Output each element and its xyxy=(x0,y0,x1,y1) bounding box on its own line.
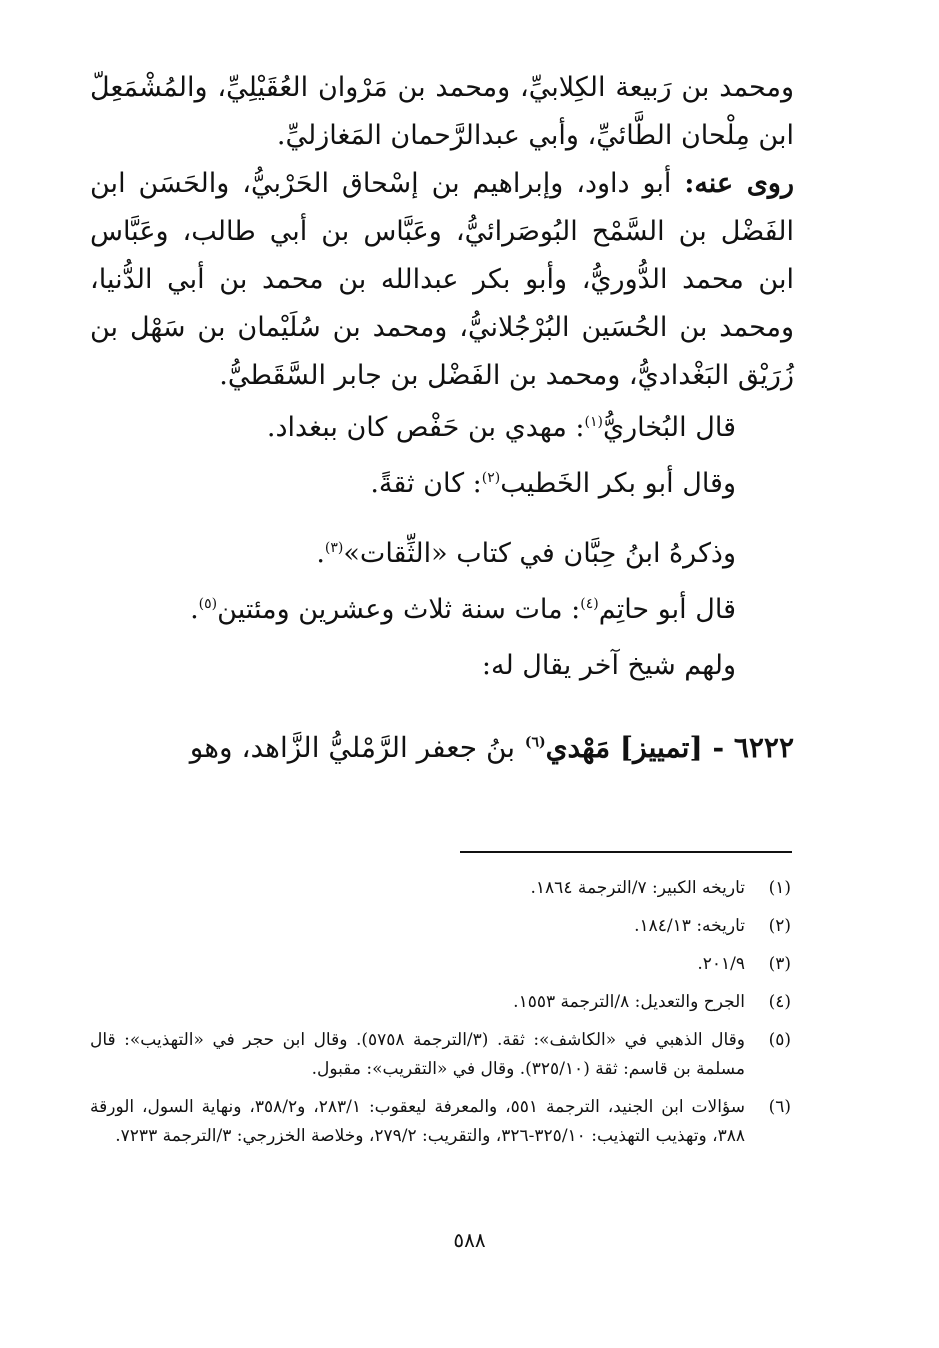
footnote-ref-1: (١) xyxy=(584,414,603,430)
paragraph-narrators xyxy=(90,160,794,400)
quote-ibn-hibban xyxy=(90,526,794,582)
footnote-text: تاريخه: ١٨٤/١٣. xyxy=(634,916,745,936)
narrators-text: أبو داود، وإبراهيم بن إسْحاق الحَرْبيُّ، والحَسَن ابن الفَضْل بن السَّمْح البُوصَرائيُّ، وعَبَّاس بن أبي طالب، وعَبَّاس ابن محمد الدُّوريُّ، وأبو بكر عبدالله بن محمد بن أبي الدُّنيا، ومحمد بن الحُسَين البُرْجُلانيُّ، ومحمد بن سُلَيْمان بن سَهْل بن زُرَيْق البَغْداديُّ، ومحمد بن الفَضْل بن جابر السَّقَطيُّ. xyxy=(90,168,794,391)
footnote-item xyxy=(90,950,791,979)
entry-heading xyxy=(90,720,794,776)
footnote-text: تاريخه الكبير: ٧/الترجمة ١٨٦٤. xyxy=(530,878,745,898)
paragraph-teachers: ومحمد بن رَبيعة الكِلابيِّ، ومحمد بن مَرْوان العُقَيْلِيِّ، والمُشْمَعِلّ ابن مِلْحان الطَّائيِّ، وأبي عبدالرَّحمان المَغازليِّ. xyxy=(90,72,794,151)
footnote-ref-5: (٥) xyxy=(198,596,218,612)
narrators-lead: روى عنه: xyxy=(684,168,794,199)
footnote-mark: (٢) xyxy=(768,916,791,936)
quote-khatib-speaker: وقال أبو بكر الخَطيب xyxy=(500,468,736,499)
quote-bukhari-speaker: قال البُخاريُّ xyxy=(602,412,736,443)
quote-abu-hatim xyxy=(90,582,794,638)
footnote-text: ٢٠١/٩. xyxy=(697,954,745,974)
footnote-mark: (١) xyxy=(768,878,791,898)
footnotes xyxy=(90,874,791,1160)
quote-abu-hatim-end: . xyxy=(190,594,199,625)
page-number: ٥٨٨ xyxy=(453,1228,486,1252)
footnote-mark: (٥) xyxy=(768,1030,791,1050)
footnote-ref-2: (٢) xyxy=(481,470,501,486)
main-text xyxy=(90,64,794,776)
quote-khatib-text: : كان ثقةً. xyxy=(370,468,482,499)
quote-abu-hatim-speaker: قال أبو حاتِم xyxy=(598,594,736,625)
quote-bukhari xyxy=(90,400,794,456)
footnote-item xyxy=(90,874,791,903)
footnote-item xyxy=(90,1026,791,1084)
footnote-mark: (٤) xyxy=(768,992,791,1012)
entry-number: ٦٢٢٢ - [تمييز] مَهْدي xyxy=(545,731,794,764)
quote-abu-hatim-text: : مات سنة ثلاث وعشرين ومئتين xyxy=(217,594,581,625)
footnote-item xyxy=(90,988,791,1017)
footnote-ref-4: (٤) xyxy=(580,596,599,612)
footnote-divider xyxy=(460,851,792,853)
footnote-ref-3: (٣) xyxy=(324,540,344,556)
footnote-text: سؤالات ابن الجنيد، الترجمة ٥٥١، والمعرفة ليعقوب: ٢٨٣/١، و٣٥٨/٢، ونهاية السول، الورقة ٣٨٨، وتهذيب التهذيب: ٣٢٥/١٠-٣٢٦، والتقريب: ٢٧٩/٢، وخلاصة الخزرجي: ٣/الترجمة ٧٢٣٣. xyxy=(90,1097,746,1146)
other-sheikh-line: ولهم شيخ آخر يقال له: xyxy=(481,650,736,681)
footnote-mark: (٦) xyxy=(768,1097,791,1117)
quote-khatib xyxy=(90,456,794,512)
quote-bukhari-text: : مهدي بن حَفْص كان ببغداد. xyxy=(266,412,585,443)
footnote-text: الجرح والتعديل: ٨/الترجمة ١٥٥٣. xyxy=(513,992,745,1012)
footnote-text: وقال الذهبي في «الكاشف»: ثقة. (٣/الترجمة ٥٧٥٨). وقال ابن حجر في «التهذيب»: قال مسلمة بن قاسم: ثقة (٣٢٥/١٠). وقال في «التقريب»: مقبول. xyxy=(90,1030,745,1079)
footnote-item xyxy=(90,1093,791,1151)
quote-ibn-hibban-end: . xyxy=(316,538,325,569)
footnote-item xyxy=(90,912,791,941)
entry-text: بنُ جعفر الرَّمْليُّ الزَّاهد، وهو xyxy=(189,731,516,764)
quote-ibn-hibban-text: وذكرهُ ابنُ حِبَّان في كتاب «الثِّقات» xyxy=(343,538,736,569)
footnote-ref-6: (٦) xyxy=(524,734,546,751)
footnote-mark: (٣) xyxy=(768,954,791,974)
